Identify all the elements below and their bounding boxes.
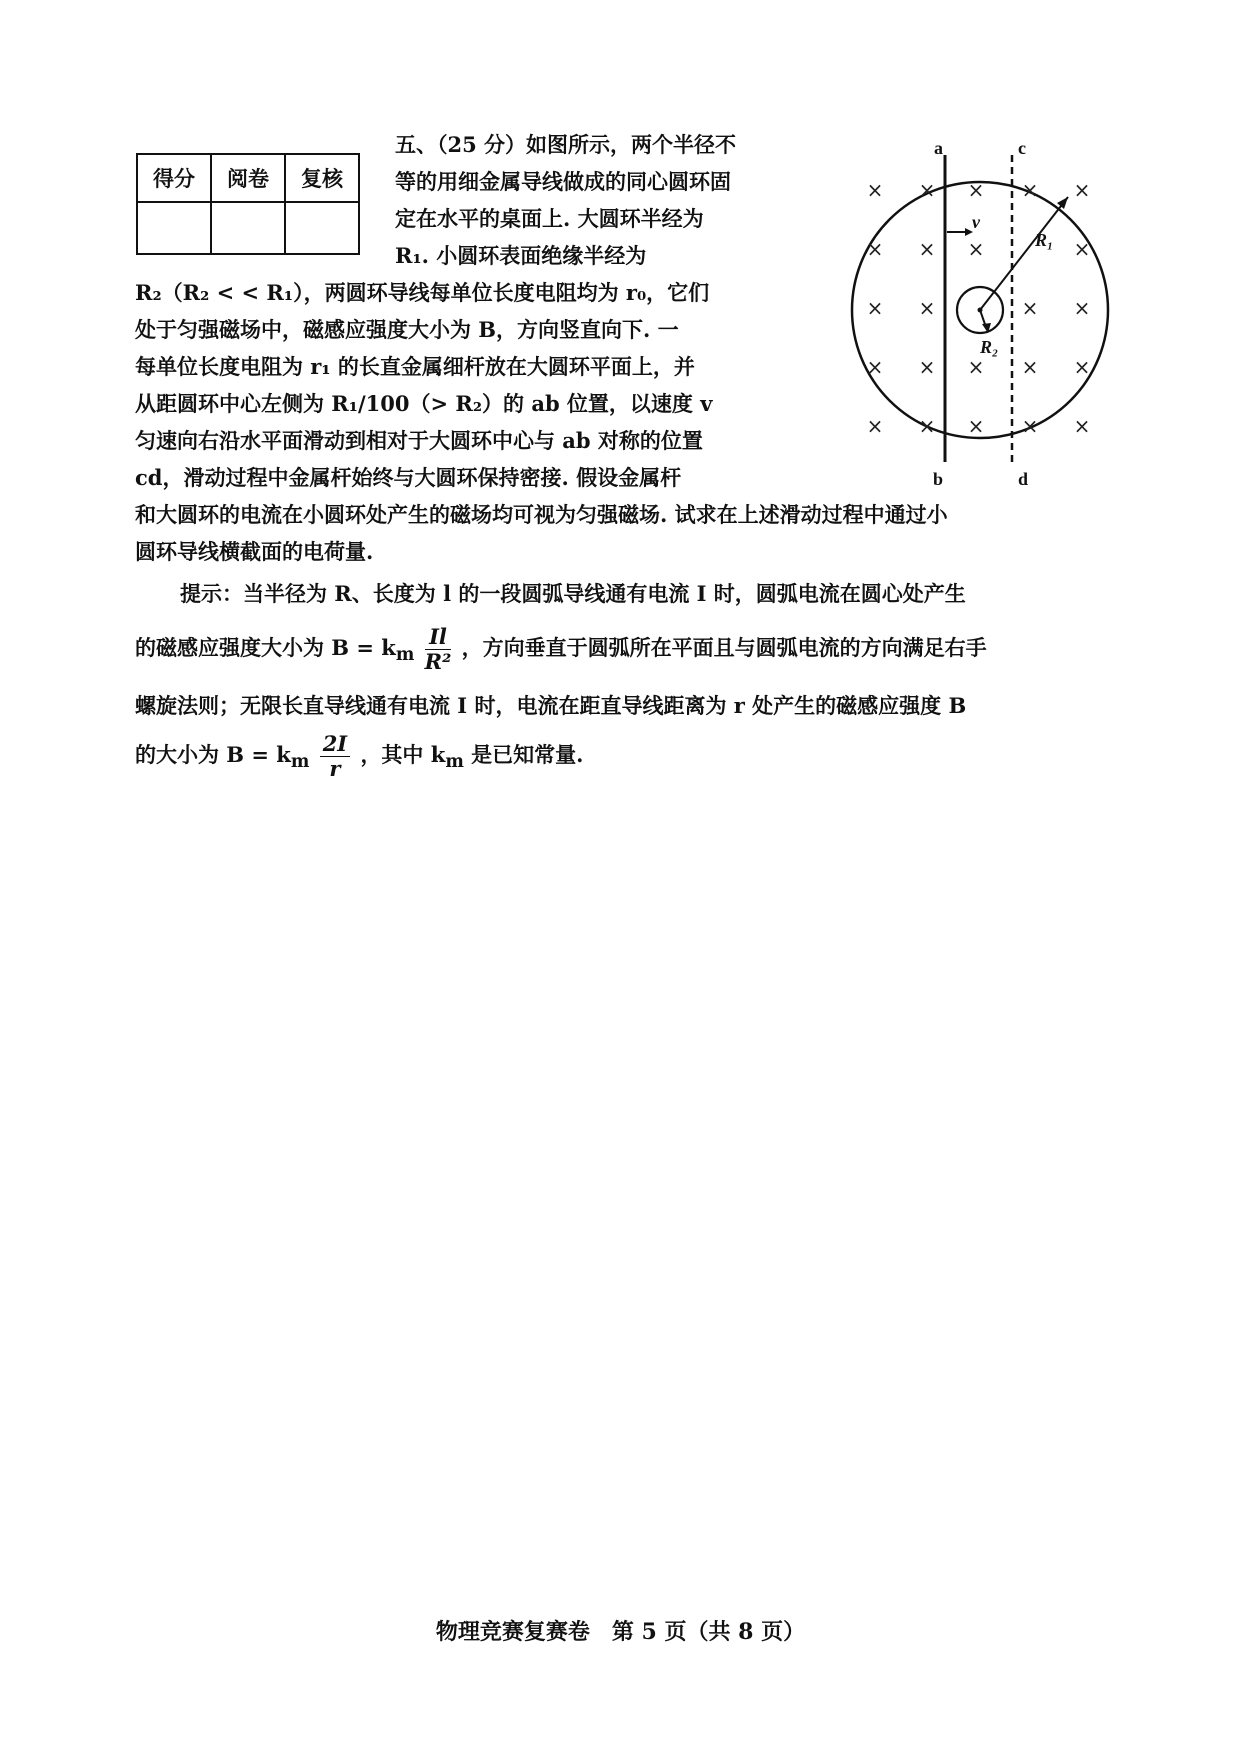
- label-v: v: [972, 212, 980, 232]
- field-cross: ×: [1073, 414, 1091, 438]
- problem-line: 每单位长度电阻为 r₁ 的长直金属细杆放在大圆环平面上，并: [135, 354, 695, 379]
- problem-line: cd，滑动过程中金属杆始终与大圆环保持密接. 假设金属杆: [135, 465, 682, 490]
- hint-text: ，方向垂直于圆弧所在平面且与圆弧电流的方向满足右手: [461, 635, 987, 660]
- problem-line: 等的用细金属导线做成的同心圆环固: [395, 169, 731, 194]
- field-cross: ×: [967, 414, 985, 438]
- score-cell-fuhe[interactable]: [285, 202, 359, 254]
- hint-line: 螺旋法则；无限长直导线通有电流 I 时，电流在距直导线距离为 r 处产生的磁感应强度 B: [135, 693, 967, 718]
- fraction-den: r: [329, 756, 341, 781]
- field-cross: ×: [918, 237, 936, 261]
- fraction-den: R²: [424, 649, 452, 674]
- field-cross: ×: [918, 178, 936, 202]
- field-cross: ×: [967, 237, 985, 261]
- hint-text: ，其中 k: [360, 742, 446, 767]
- fraction-arc: [425, 625, 452, 674]
- ring-diagram: [840, 140, 1130, 490]
- field-cross: ×: [866, 355, 884, 379]
- field-cross: ×: [1073, 355, 1091, 379]
- radius-r1: [980, 197, 1068, 310]
- hint-sub: m: [395, 645, 415, 666]
- problem-line: 处于匀强磁场中，磁感应强度大小为 B，方向竖直向下. 一: [135, 317, 679, 342]
- fraction-wire: [320, 732, 350, 781]
- page-footer: 物理竞赛复赛卷 第 5 页（共 8 页）: [435, 1619, 806, 1645]
- problem-line: R₂（R₂ < < R₁），两圆环导线每单位长度电阻均为 r₀，它们: [135, 280, 710, 305]
- problem-line: R₁. 小圆环表面绝缘半经为: [395, 243, 647, 268]
- score-cell-defen[interactable]: [137, 202, 211, 254]
- score-table: [136, 153, 360, 255]
- problem-line: 圆环导线横截面的电荷量.: [135, 539, 374, 564]
- hint-formula-arc: [135, 625, 987, 674]
- label-b: b: [933, 469, 944, 489]
- fraction-num: 2I: [320, 732, 350, 757]
- field-cross: ×: [918, 355, 936, 379]
- label-a: a: [934, 140, 943, 158]
- field-cross: ×: [1073, 178, 1091, 202]
- field-cross: ×: [918, 296, 936, 320]
- hint-sub: m: [290, 752, 310, 773]
- field-cross: ×: [1073, 237, 1091, 261]
- score-header-yuejuan: 阅卷: [211, 154, 285, 202]
- radius-r1-arrow: [1057, 197, 1068, 209]
- field-cross: ×: [1021, 414, 1039, 438]
- problem-line: 和大圆环的电流在小圆环处产生的磁场均可视为匀强磁场. 试求在上述滑动过程中通过小: [135, 502, 948, 527]
- label-c: c: [1018, 140, 1026, 158]
- field-cross: ×: [866, 237, 884, 261]
- label-r1: R₁: [1035, 230, 1054, 250]
- problem-line: 五、（25 分）如图所示，两个半径不: [395, 132, 737, 157]
- score-header-defen: 得分: [137, 154, 211, 202]
- hint-sub: m: [445, 752, 464, 773]
- field-cross: ×: [967, 355, 985, 379]
- score-cell-yuejuan[interactable]: [211, 202, 285, 254]
- problem-line: 定在水平的桌面上. 大圆环半经为: [395, 206, 704, 231]
- hint-line: 提示：当半径为 R、长度为 l 的一段圆弧导线通有电流 I 时，圆弧电流在圆心处产生: [180, 581, 966, 606]
- hint-formula-wire: [135, 732, 583, 781]
- problem-line: 匀速向右沿水平面滑动到相对于大圆环中心与 ab 对称的位置: [135, 428, 703, 453]
- field-cross: ×: [866, 296, 884, 320]
- hint-text: 是已知常量.: [463, 742, 584, 767]
- label-d: d: [1018, 469, 1029, 489]
- field-cross: ×: [918, 414, 936, 438]
- field-cross: ×: [1021, 355, 1039, 379]
- hint-text: 的磁感应强度大小为 B = k: [135, 635, 396, 660]
- field-cross: ×: [866, 414, 884, 438]
- fraction-num: Il: [425, 625, 452, 650]
- field-cross: ×: [1021, 178, 1039, 202]
- field-cross: ×: [1021, 296, 1039, 320]
- field-cross: ×: [967, 178, 985, 202]
- label-r2: R₂: [980, 337, 999, 357]
- hint-text: 的大小为 B = k: [135, 742, 291, 767]
- field-cross: ×: [866, 178, 884, 202]
- problem-line: 从距圆环中心左侧为 R₁/100（> R₂）的 ab 位置，以速度 v: [135, 391, 713, 416]
- score-header-fuhe: 复核: [285, 154, 359, 202]
- field-cross: ×: [1073, 296, 1091, 320]
